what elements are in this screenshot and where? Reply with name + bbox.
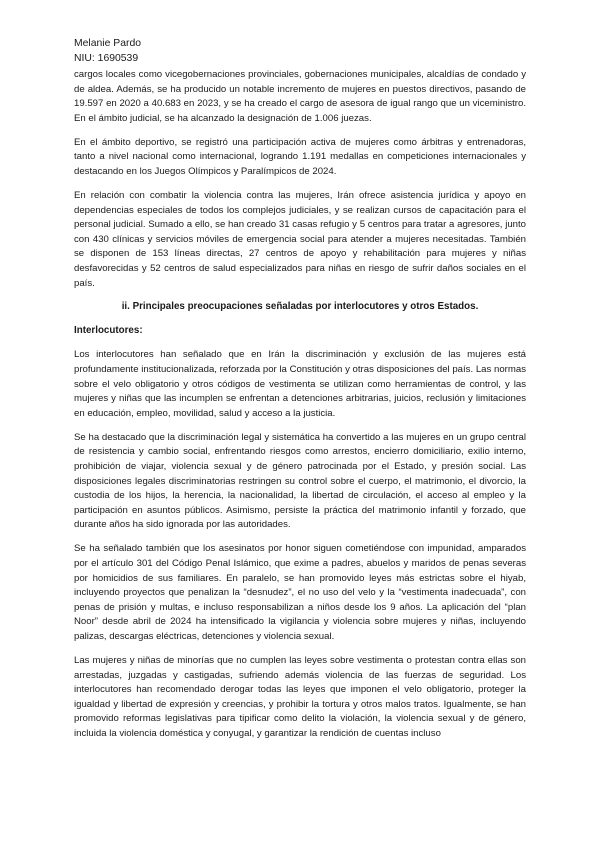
student-id: NIU: 1690539: [74, 52, 139, 64]
paragraph-legal-discrimination: Se ha destacado que la discriminación legal y sistemática ha convertido a las mujeres en un grupo central de resistencia y cambio social, enfrentando riesgos como arrestos, encierro domiciliario, exilio interno, prohibición de viajar, violencia sexual y de género patrocinada por el Estado, y presión social. Las disposiciones legales discriminatorias restringen su control sobre el cuerpo, el matrimonio, el divorcio, la custodia de los hijos, la herencia, la nacionalidad, la libertad de circulación, el acceso al empleo y la participación en asuntos públicos. Asimismo, persiste la práctica del matrimonio infantil y forzado, que durante años ha sido ignorada por las autoridades.: [74, 431, 526, 531]
document-body: [74, 68, 526, 751]
paragraph-sports: En el ámbito deportivo, se registró una participación activa de mujeres como árbitras y entrenadoras, tanto a nivel nacional como internacional, logrando 1.191 medallas en competiciones internacionales y destacando en los Juegos Olímpicos y Paralímpicos de 2024.: [74, 136, 526, 177]
paragraph-discrimination: Los interlocutores han señalado que en Irán la discriminación y exclusión de las mujeres está profundamente institucionalizada, reforzada por la Constitución y otras disposiciones del país. Las normas sobre el velo obligatorio y otros códigos de vestimenta se utilizan como herramientas de control, y las mujeres y niñas que las incumplen se enfrentan a detenciones arbitrarias, juicios, reclusión y limitaciones en educación, empleo, movilidad, salud y acceso a la justicia.: [74, 349, 526, 419]
section-label-interlocutores: Interlocutores:: [74, 325, 143, 337]
paragraph-minorities: Las mujeres y niñas de minorías que no cumplen las leyes sobre vestimenta o protestan contra ellas son arrestadas, juzgadas y castigadas, sufriendo además violencia de las fuerzas de seguridad. Los interlocutores han recomendado derogar todas las leyes que imponen el velo obligatorio, proteger la igualdad y libertad de expresión y creencias, y prohibir la tortura y otros malos tratos. Igualmente, se han promovido reformas legislativas para tipificar como delito la violación, la violencia sexual y de género, incluida la violencia doméstica y conyugal, y garantizar la rendición de cuentas incluso: [74, 654, 526, 739]
paragraph-local-positions: cargos locales como vicegobernaciones provinciales, gobernaciones municipales, alcaldías de condado y de aldea. Además, se ha producido un notable incremento de mujeres en puestos directivos, pasando de 19.597 en 2020 a 40.683 en 2023, y se ha creado el cargo de asesora de igual rango que un viceministro. En el ámbito judicial, se ha alcanzado la designación de 1.006 juezas.: [74, 69, 526, 124]
author-name: Melanie Pardo: [74, 38, 142, 49]
paragraph-honor-killings: Se ha señalado también que los asesinatos por honor siguen cometiéndose con impunidad, amparados por el artículo 301 del Código Penal Islámico, que exime a padres, abuelos y maridos de penas severas por homicidios de sus familiares. En paralelo, se han promovido leyes más estrictas sobre el hiyab, incluyendo proyectos que penalizan la “desnudez”, el no uso del velo y la “vestimenta inadecuada”, con penas de prisión y multas, e incluso responsabilizan a niños desde los 9 años. La aplicación del “plan Noor” desde abril de 2024 ha intensificado la vigilancia y violencia sobre mujeres y niñas, incluyendo palizas, descargas eléctricas, detenciones y violencia sexual.: [74, 543, 526, 642]
document-header: [74, 37, 141, 66]
section-subheading: ii. Principales preocupaciones señaladas por interlocutores y otros Estados.: [121, 301, 479, 313]
paragraph-violence-measures: En relación con combatir la violencia contra las mujeres, Irán ofrece asistencia jurídica y apoyo en dependencias especiales de todos los complejos judiciales, y se realizan cursos de capacitación para el personal judicial. Sumado a ello, se han creado 31 casas refugio y 5 centros para tratar a agresores, junto con 430 clínicas y servicios móviles de emergencia social para atender a mujeres necesitadas. También se disponen de 153 líneas directas, 27 centros de apoyo y rehabilitación para mujeres y niñas desfavorecidas y 52 centros de salud especializados para niñas en riesgo de sufrir daños sociales en el país.: [74, 189, 526, 289]
